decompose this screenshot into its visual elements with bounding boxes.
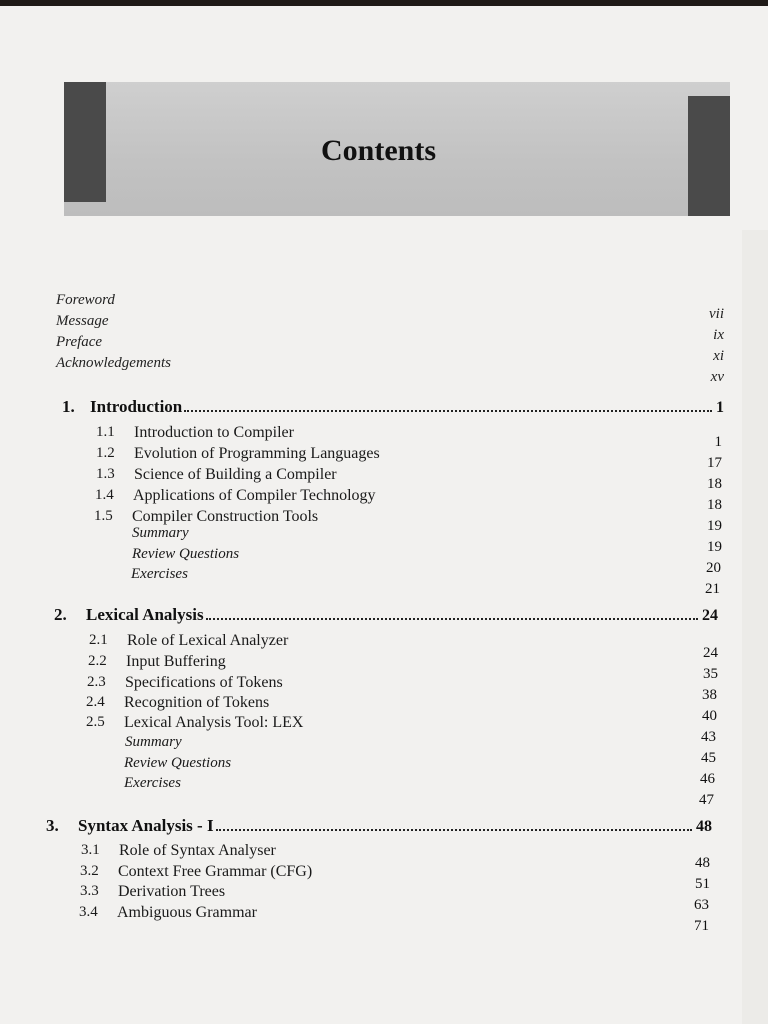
page-number: 1 (714, 434, 722, 450)
page-number: 40 (702, 708, 717, 724)
chapter-heading (62, 395, 724, 417)
section-entry (96, 466, 337, 484)
front-matter-foreword: Foreword (56, 292, 115, 308)
front-matter-page: xi (713, 348, 724, 364)
chapter-title: Lexical Analysis (86, 605, 204, 624)
section-number: 1.2 (96, 445, 115, 461)
page-number: 48 (695, 855, 710, 871)
front-matter-message: Message (56, 313, 109, 329)
dot-leader (206, 618, 698, 620)
section-review-questions: Review Questions (124, 755, 232, 771)
section-entry (79, 904, 257, 922)
page-number: 35 (703, 666, 718, 682)
chapter-title: Introduction (90, 397, 183, 416)
page-number: 19 (707, 539, 722, 555)
dot-leader (184, 410, 712, 412)
section-entry (96, 424, 294, 442)
section-number: 1.4 (95, 487, 114, 503)
section-title: Introduction to Compiler (134, 424, 294, 441)
chapter-number: 1. (62, 397, 75, 416)
section-number: 3.2 (80, 863, 99, 879)
section-title: Evolution of Programming Languages (134, 445, 380, 462)
page-title: Contents (321, 134, 437, 167)
section-title: Applications of Compiler Technology (133, 487, 376, 504)
page-number: 46 (700, 771, 715, 787)
chapter-heading (46, 814, 712, 836)
page-number: 38 (702, 687, 717, 703)
page-number: 71 (694, 918, 709, 934)
section-entry (95, 487, 376, 505)
section-title: Ambiguous Grammar (117, 904, 257, 921)
section-number: 2.5 (86, 714, 105, 730)
chapter-page: 48 (696, 818, 712, 835)
front-matter-preface: Preface (56, 334, 103, 350)
section-number: 1.3 (96, 466, 115, 482)
section-number: 2.3 (87, 674, 106, 690)
dot-leader (216, 829, 692, 831)
section-title: Derivation Trees (118, 883, 226, 900)
section-number: 3.4 (79, 904, 98, 920)
section-title: Lexical Analysis Tool: LEX (124, 714, 304, 731)
page-number: 20 (706, 560, 721, 576)
page-number: 24 (703, 645, 718, 661)
section-review-questions: Review Questions (132, 546, 240, 562)
page-number: 45 (701, 750, 716, 766)
section-entry (96, 445, 380, 463)
section-title: Specifications of Tokens (125, 674, 283, 691)
section-title: Recognition of Tokens (124, 694, 270, 711)
section-number: 2.1 (89, 632, 108, 648)
section-entry (87, 674, 283, 692)
section-summary: Summary (132, 525, 189, 541)
section-number: 1.1 (96, 424, 115, 440)
section-exercises: Exercises (131, 566, 188, 582)
page-number: 18 (707, 476, 722, 492)
page-number: 17 (707, 455, 722, 471)
front-matter-page: vii (709, 306, 724, 322)
chapter-title: Syntax Analysis - I (78, 816, 214, 835)
section-entry (86, 694, 269, 712)
section-entry (86, 714, 303, 732)
section-exercises: Exercises (124, 775, 181, 791)
page-number: 51 (695, 876, 710, 892)
section-title: Compiler Construction Tools (132, 508, 319, 525)
banner-right-block (688, 96, 730, 216)
section-title: Context Free Grammar (CFG) (118, 863, 313, 880)
section-number: 3.1 (81, 842, 100, 858)
front-matter-page: xv (710, 369, 724, 385)
section-title: Role of Syntax Analyser (119, 842, 276, 859)
page-number: 18 (707, 497, 722, 513)
banner-left-block (64, 82, 106, 202)
page-number: 21 (705, 581, 720, 597)
section-number: 1.5 (94, 508, 113, 524)
section-entry (89, 632, 288, 650)
front-matter-page: ix (713, 327, 724, 343)
section-number: 2.2 (88, 653, 107, 669)
section-title: Input Buffering (126, 653, 226, 670)
page-number: 47 (699, 792, 714, 808)
section-entry (80, 883, 225, 901)
chapter-number: 2. (54, 605, 67, 624)
section-entry (94, 508, 318, 526)
section-entry (88, 653, 226, 671)
section-summary: Summary (125, 734, 182, 750)
contents-banner (64, 82, 730, 216)
section-entry (81, 842, 276, 860)
page-number: 43 (701, 729, 716, 745)
page-right-edge (742, 230, 768, 1024)
page-top-edge (0, 0, 768, 6)
section-entry (80, 863, 312, 881)
section-title: Science of Building a Compiler (134, 466, 337, 483)
chapter-page: 24 (702, 607, 718, 624)
chapter-number: 3. (46, 816, 59, 835)
page-number: 63 (694, 897, 709, 913)
section-number: 3.3 (80, 883, 99, 899)
chapter-page: 1 (716, 399, 724, 416)
chapter-heading (54, 603, 718, 625)
page-number: 19 (707, 518, 722, 534)
front-matter-acknowledgements: Acknowledgements (56, 355, 171, 371)
section-title: Role of Lexical Analyzer (127, 632, 289, 649)
section-number: 2.4 (86, 694, 105, 710)
